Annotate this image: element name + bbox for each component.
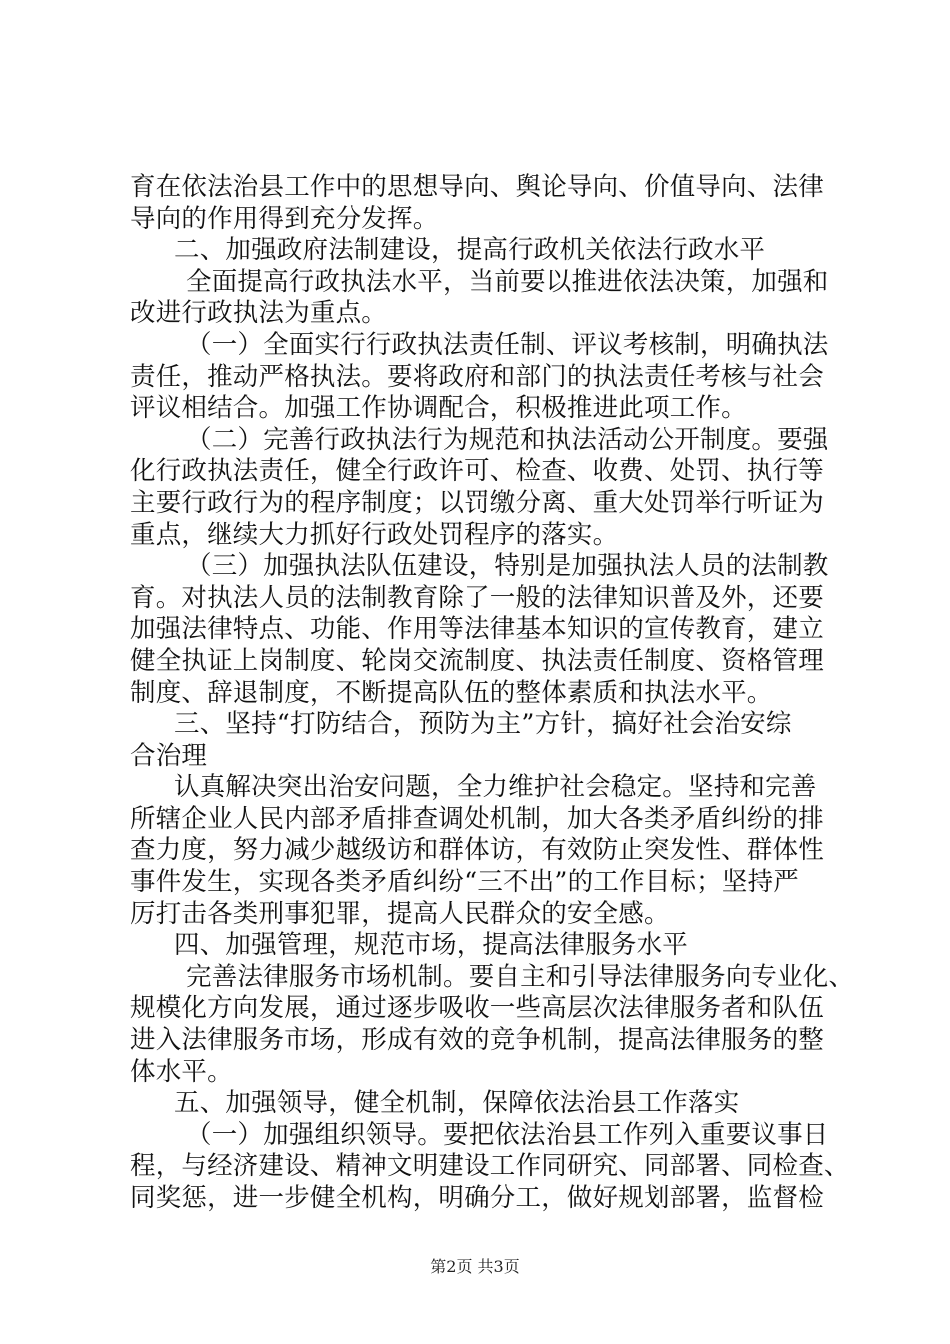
text-line: 规模化方向发展，通过逐步吸收一些高层次法律服务者和队伍 <box>130 993 824 1024</box>
text-line: 四、加强管理，规范市场，提高法律服务水平 <box>174 930 689 961</box>
text-line: 五、加强领导，健全机制，保障依法治县工作落实 <box>174 1088 740 1119</box>
text-line: 程，与经济建设、精神文明建设工作同研究、同部署、同检查、 <box>130 1151 850 1182</box>
text-line: 育。对执法人员的法制教育除了一般的法律知识普及外，还要 <box>130 582 824 613</box>
text-line: 评议相结合。加强工作协调配合，积极推进此项工作。 <box>130 393 747 424</box>
text-line: （二）完善行政执法行为规范和执法活动公开制度。要强 <box>186 424 829 455</box>
text-line: 完善法律服务市场机制。要自主和引导法律服务向专业化、 <box>186 961 855 992</box>
text-line: 改进行政执法为重点。 <box>130 298 388 329</box>
text-line: 化行政执法责任，健全行政许可、检查、收费、处罚、执行等 <box>130 456 824 487</box>
text-line: 同奖惩，进一步健全机构，明确分工，做好规划部署，监督检 <box>130 1183 824 1213</box>
text-line: 厉打击各类刑事犯罪，提高人民群众的安全感。 <box>130 898 670 929</box>
text-line: 责任，推动严格执法。要将政府和部门的执法责任考核与社会 <box>130 361 824 392</box>
text-line: （三）加强执法队伍建设，特别是加强执法人员的法制教 <box>186 551 829 582</box>
text-line: 二、加强政府法制建设，提高行政机关依法行政水平 <box>174 235 766 266</box>
text-line: 主要行政行为的程序制度；以罚缴分离、重大处罚举行听证为 <box>130 487 824 518</box>
text-line: 三、坚持“打防结合，预防为主”方针，搞好社会治安综 <box>174 709 792 740</box>
text-line: 所辖企业人民内部矛盾排查调处机制，加大各类矛盾纠纷的排 <box>130 803 824 834</box>
text-line: 事件发生，实现各类矛盾纠纷“三不出”的工作目标；坚持严 <box>130 867 799 898</box>
text-line: （一）加强组织领导。要把依法治县工作列入重要议事日 <box>186 1119 829 1150</box>
text-line: 进入法律服务市场，形成有效的竞争机制，提高法律服务的整 <box>130 1025 824 1056</box>
text-line: 加强法律特点、功能、作用等法律基本知识的宣传教育，建立 <box>130 614 824 645</box>
text-line: 认真解决突出治安问题，全力维护社会稳定。坚持和完善 <box>174 772 817 803</box>
text-line: 育在依法治县工作中的思想导向、舆论导向、价值导向、法律 <box>130 172 824 202</box>
text-line: 健全执证上岗制度、轮岗交流制度、执法责任制度、资格管理 <box>130 645 824 676</box>
text-line: 合治理 <box>130 740 208 771</box>
text-line: 全面提高行政执法水平，当前要以推进依法决策，加强和 <box>186 266 829 297</box>
text-line: 查力度，努力减少越级访和群体访，有效防止突发性、群体性 <box>130 835 824 866</box>
text-line: 重点，继续大力抓好行政处罚程序的落实。 <box>130 519 619 550</box>
document-body <box>130 172 855 1215</box>
text-line: （一）全面实行行政执法责任制、评议考核制，明确执法 <box>186 329 829 360</box>
text-line: 体水平。 <box>130 1056 233 1087</box>
text-line: 制度、辞退制度，不断提高队伍的整体素质和执法水平。 <box>130 677 773 708</box>
page-footer: 第2页 共3页 <box>430 1257 520 1276</box>
text-line: 导向的作用得到充分发挥。 <box>130 203 439 234</box>
